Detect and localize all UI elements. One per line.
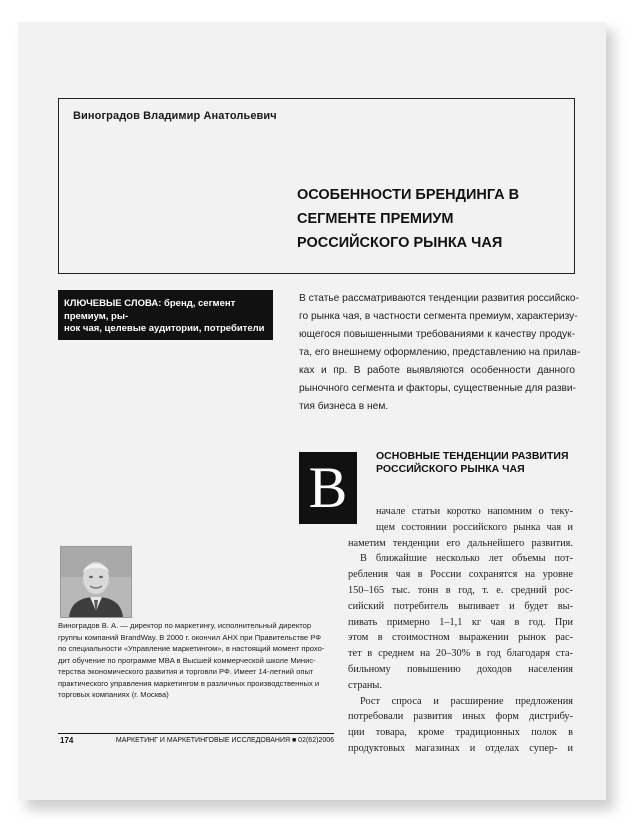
author-photo [60,546,132,618]
body-line: потребовали развития иных форм дистрибу- [348,711,573,723]
body-line: В ближайшие несколько лет объемы пот- [360,553,573,565]
article-title [297,183,537,255]
article-body [348,504,573,757]
author-name: Виноградов Владимир Анатольевич [73,110,277,122]
bio-line: группы компаний BrandWay. В 2000 г. окончил АНХ при Правительстве РФ [58,632,321,642]
body-line: продуктовых магазинах и отделах супер- и [348,742,573,754]
body-line: ции товара, кроме традиционных полок в [348,727,573,739]
journal-issue: МАРКЕТИНГ И МАРКЕТИНГОВЫЕ ИССЛЕДОВАНИЯ ■ 02(62)2006 [115,737,334,744]
keywords-box [58,290,273,340]
abstract-line: рыночного сегмента и факторы, существенные для разви- [299,383,577,394]
body-line: страны. [348,679,382,691]
abstract-line: В статье рассматриваются тенденции развития российско- [299,293,579,304]
abstract [299,290,581,416]
body-line: пивать примерно 1–1,1 кг чая в год. При [348,616,573,628]
body-line: щем состоянии российского рынка чая и [376,521,573,533]
body-line: начале статьи коротко напомним о теку- [376,506,573,517]
journal-page [18,22,606,800]
title-line: РОССИЙСКОГО РЫНКА ЧАЯ [297,235,503,251]
body-line: этом в стоимостном выражении рынок рас- [348,632,573,644]
section-heading-line: РОССИЙСКОГО РЫНКА ЧАЯ [376,463,525,475]
bio-line: практического управления маркетингом в различных производственных и [58,678,320,688]
page-footer [58,733,334,746]
keywords-line: нок чая, целевые аудитории, потребители [64,323,265,334]
bio-line: торговых компаниях (г. Москва) [58,690,169,699]
title-line: ОСОБЕННОСТИ БРЕНДИНГА В [297,187,520,203]
drop-cap: В [299,452,357,524]
body-line: 150–165 тыс. тонн в год, т. е. средний рос- [348,584,573,596]
bio-line: дит обучение по программе MBA в Высшей коммерческой школе Минис- [58,655,316,665]
bio-line: по специальности «Управление маркетингом», в настоящий момент прохо- [58,644,325,653]
abstract-line: ющегося повышенными требованиями к качеству продук- [299,329,575,340]
article-header-box [58,98,575,274]
section-heading-line: ОСНОВНЫЕ ТЕНДЕНЦИИ РАЗВИТИЯ [376,450,569,462]
keywords-line: КЛЮЧЕВЫЕ СЛОВА: бренд, сегмент премиум, ры- [64,298,236,322]
bio-line: Виноградов В. А. — директор по маркетингу, исполнительный директор [58,621,312,630]
page-number: 174 [60,736,74,745]
body-line: Рост спроса и расширение предложения [360,695,573,707]
section-heading [376,450,569,476]
body-line: бильному повышению доходов населения [348,663,573,675]
body-line: наметим тенденции его дальнейшего развития. [348,537,573,549]
abstract-line: та, его внешнему оформлению, представлению на прилав- [299,347,581,358]
abstract-line: го рынка чая, в частности сегмента премиум, характеризу- [299,311,578,322]
abstract-line: тия бизнеса в нем. [299,401,389,412]
body-line: сийский потребитель выпивает и будет вы- [348,600,573,612]
title-line: СЕГМЕНТЕ ПРЕМИУМ [297,211,454,227]
author-portrait-image [61,547,131,617]
body-line: тет в среднем на 20–30% в год благодаря ста- [348,648,573,660]
bio-line: терства экономического развития и торговли РФ. Имеет 14-летний опыт [58,667,314,676]
abstract-line: ках и пр. В работе выявляются особенности данного [299,365,575,376]
author-bio [58,620,325,701]
body-line: ребления чая в России сохранятся на уровне [348,569,573,581]
